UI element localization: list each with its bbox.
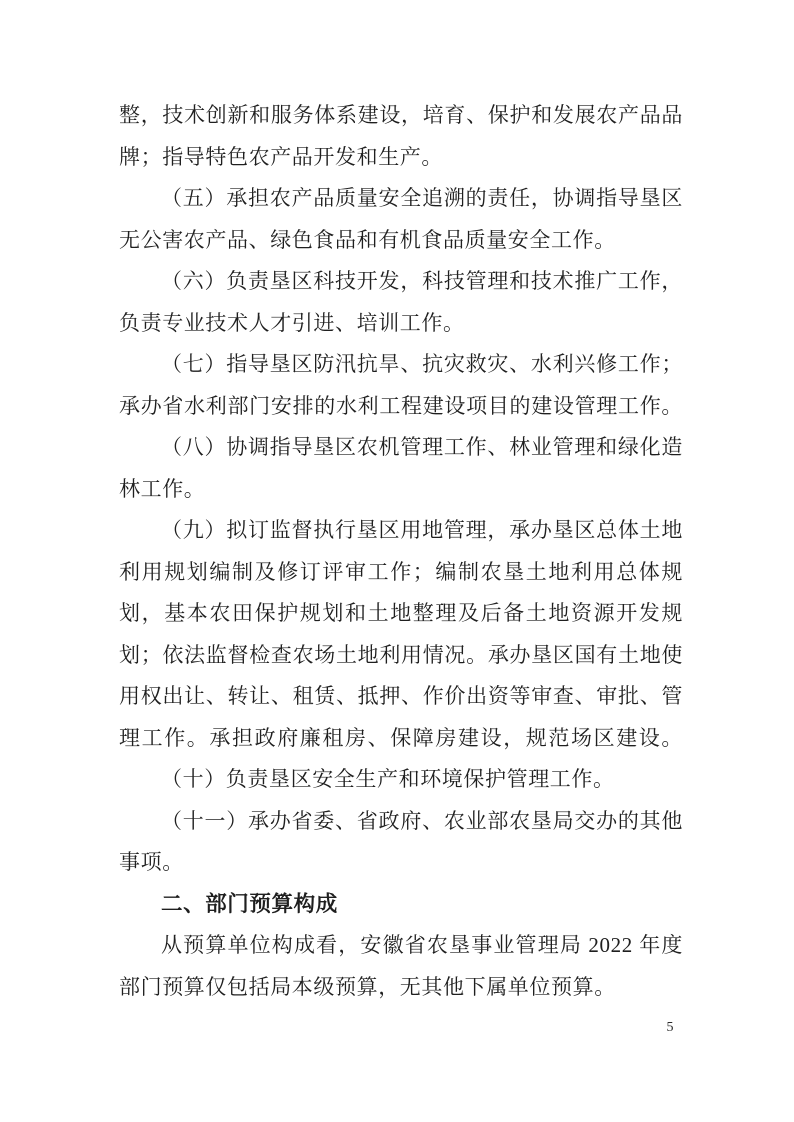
text-line: 划，基本农田保护规划和土地整理及后备土地资源开发规 — [119, 601, 683, 625]
text-line: 事项。 — [119, 850, 184, 874]
document-body — [119, 95, 683, 1008]
text-line: （七）指导垦区防汛抗旱、抗灾救灾、水利兴修工作； — [161, 352, 683, 376]
text-line: （十一）承办省委、省政府、农业部农垦局交办的其他 — [161, 808, 683, 833]
text-line: 从预算单位构成看，安徽省农垦事业管理局 2022 年度 — [161, 933, 683, 957]
text-line: 用权出让、转让、租赁、抵押、作价出资等审查、审批、管 — [119, 684, 683, 708]
text-line: （八）协调指导垦区农机管理工作、林业管理和绿化造 — [161, 435, 683, 459]
text-line: 牌；指导特色农产品开发和生产。 — [119, 144, 443, 169]
text-line: 整，技术创新和服务体系建设，培育、保护和发展农产品品 — [119, 103, 683, 127]
text-line: （九）拟订监督执行垦区用地管理，承办垦区总体土地 — [161, 518, 683, 542]
text-line: 划；依法监督检查农场土地利用情况。承办垦区国有土地使 — [119, 642, 683, 667]
text-line: （六）负责垦区科技开发，科技管理和技术推广工作， — [161, 269, 683, 293]
section-heading: 二、部门预算构成 — [161, 891, 338, 916]
text-line: （五）承担农产品质量安全追溯的责任，协调指导垦区 — [161, 186, 683, 210]
text-line: 无公害农产品、绿色食品和有机食品质量安全工作。 — [119, 227, 616, 252]
text-line: 林工作。 — [119, 476, 206, 501]
page-number: 5 — [666, 1020, 674, 1035]
text-line: 部门预算仅包括局本级预算，无其他下属单位预算。 — [119, 974, 616, 999]
text-line: 承办省水利部门安排的水利工程建设项目的建设管理工作。 — [119, 393, 683, 418]
text-line: （十）负责垦区安全生产和环境保护管理工作。 — [161, 767, 615, 791]
text-line: 负责专业技术人才引进、培训工作。 — [119, 310, 465, 335]
text-line: 理工作。承担政府廉租房、保障房建设，规范场区建设。 — [119, 725, 683, 750]
text-line: 利用规划编制及修订评审工作；编制农垦土地利用总体规 — [119, 559, 683, 584]
